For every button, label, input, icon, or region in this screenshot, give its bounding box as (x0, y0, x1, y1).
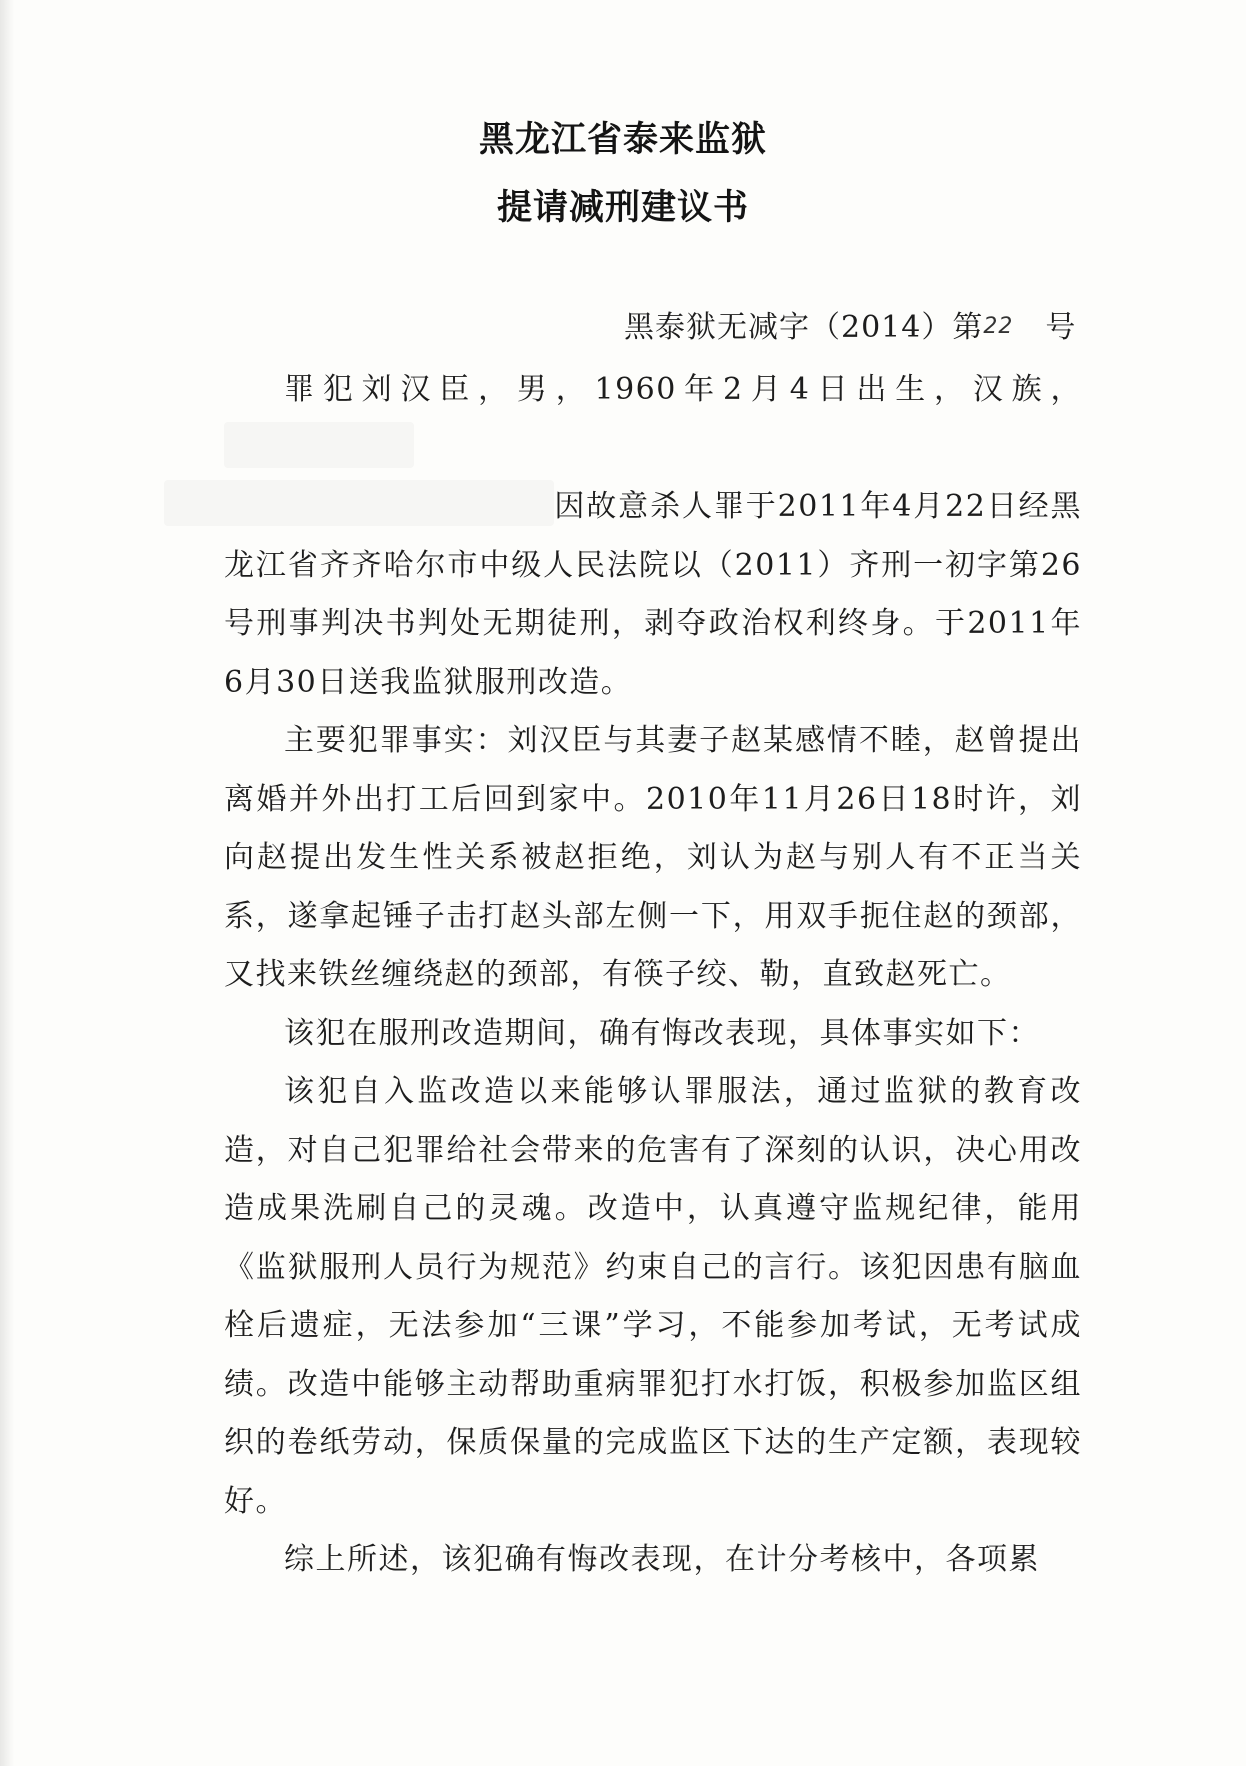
intro-text-part2: 因故意杀人罪于2011年4月22日经黑龙江省齐齐哈尔市中级人民法院以（2011）齐刑一初字第26号刑事判决书判处无期徒刑，剥夺政治权利终身。于2011年6月30日送我监狱服刑改造。 (224, 489, 1082, 700)
doc-number-handwritten: 22 (983, 314, 1014, 339)
redacted-area (224, 422, 414, 468)
paragraph-intro (224, 361, 1082, 712)
doc-number-prefix: 黑泰狱无减字（2014）第 (624, 310, 984, 345)
document-number (624, 302, 1076, 346)
document-type-title: 提请减刑建议书 (496, 188, 749, 228)
redacted-area (164, 480, 554, 526)
paragraph-repentance-intro: 该犯在服刑改造期间，确有悔改表现，具体事实如下： (284, 1015, 1040, 1051)
doc-number-suffix: 号 (1045, 310, 1077, 345)
institution-title: 黑龙江省泰来监狱 (478, 120, 767, 160)
scan-edge-shadow (0, 0, 14, 1766)
paragraph-repentance-details: 该犯自入监改造以来能够认罪服法，通过监狱的教育改造，对自己犯罪给社会带来的危害有了深刻的认识，决心用改造成果洗刷自己的灵魂。改造中，认真遵守监规纪律，能用《监狱服刑人员行为规范》约束自己的言行。该犯因患有脑血栓后遗症，无法参加“三课”学习，不能参加考试，无考试成绩。改造中能够主动帮助重病罪犯打水打饭，积极参加监区组织的卷纸劳动，保质保量的完成监区下达的生产定额，表现较好。 (224, 1074, 1082, 1519)
paragraph-crime-facts: 主要犯罪事实：刘汉臣与其妻子赵某感情不睦，赵曾提出离婚并外出打工后回到家中。2010年11月26日18时许，刘向赵提出发生性关系被赵拒绝，刘认为赵与别人有不正当关系，遂拿起锤子击打赵头部左侧一下，用双手扼住赵的颈部，又找来铁丝缠绕赵的颈部，有筷子绞、勒，直致赵死亡。 (224, 723, 1082, 992)
paragraph-summary: 综上所述，该犯确有悔改表现，在计分考核中，各项累 (284, 1542, 1040, 1577)
intro-text-part1: 罪犯刘汉臣，男，1960年2月4日出生，汉族， (284, 372, 1082, 407)
document-body (224, 361, 1082, 1590)
